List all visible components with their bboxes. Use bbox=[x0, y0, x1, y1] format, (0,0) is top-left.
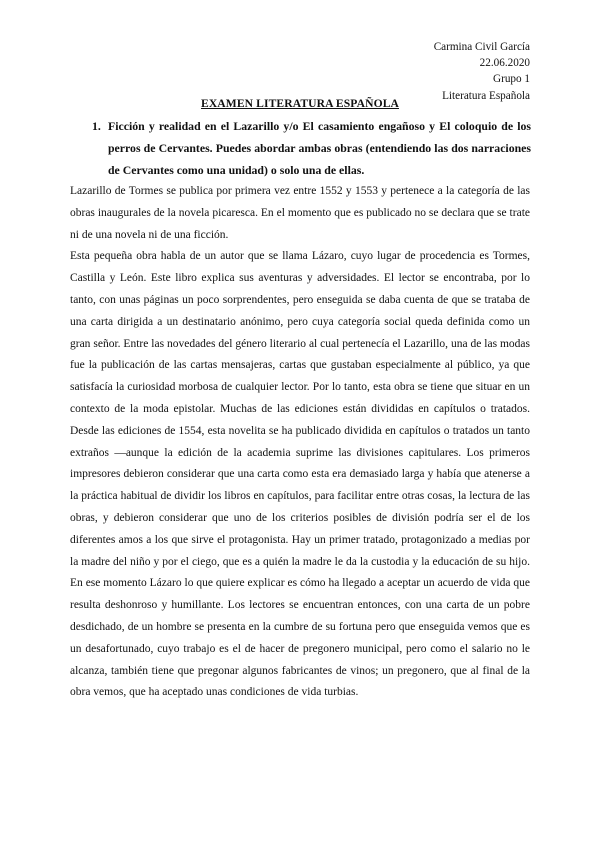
date: 22.06.2020 bbox=[479, 57, 530, 70]
paragraph-2: Esta pequeña obra habla de un autor que se llama Lázaro, cuyo lugar de procedencia es Tormes, Castilla y León. Este libro explica sus aventuras y adversidades. El lector se encontraba, por lo tanto, con unas páginas un poco sorprendentes, pero enseguida se daba cuenta de que se trataba de una carta dirigida a un destinatario anónimo, pero cuya categoría social queda definida como un gran señor. Entre las novedades del género literario al cual pertenecía el Lazarillo, una de las modas fue la publicación de las cartas mensajeras, cartas que gustaban especialmente al público, ya que satisfacía la curiosidad morbosa de cualquier lector. Por lo tanto, esta obra se tiene que situar en un contexto de la moda epistolar. Muchas de las ediciones están divididas en capítulos o tratados. Desde las ediciones de 1554, esta novelita se ha publicado dividida en capítulos o tratados un tanto extraños —aunque la edición de la academia suprime las divisiones capitulares. Los primeros impresores debieron considerar que una carta como esta era demasiado larga y había que atenerse a la práctica habitual de dividir los libros en capítulos, para facilitar entre otras cosas, la lectura de las obras, y debieron considerar que uno de los criterios posibles de división podría ser el de los diferentes amos a los que sirve el protagonista. Hay un primer tratado, protagonizado a medias por la madre del niño y por el ciego, que es a quién la madre le da la custodia y la educación de su hijo. En ese momento Lázaro lo que quiere explicar es cómo ha llegado a aceptar un acuerdo de vida que resulta deshonroso y humillante. Los lectores se encuentran entonces, con una carta de un pobre desdichado, de un hombre se presenta en la cumbre de su fortuna pero que enseguida vemos que es un desafortunado, cuyo trabajo es el de hacer de pregonero municipal, pero como el salario no le alcanza, también tiene que pregonar algunos fabricantes de vinos; un pregonero, que al final de la obra vemos, que ha aceptado unas condiciones de vida turbias. bbox=[70, 250, 530, 699]
answer-body bbox=[70, 181, 530, 704]
exam-title: EXAMEN LITERATURA ESPAÑOLA bbox=[201, 97, 399, 110]
question-text: Ficción y realidad en el Lazarillo y/o El casamiento engañoso y El coloquio de los perros de Cervantes. Puedes abordar ambas obras (entendiendo las dos narraciones de Cervantes como una unidad) o solo una de ellas. bbox=[108, 119, 531, 177]
subject: Literatura Española bbox=[442, 89, 530, 102]
author-name: Carmina Civil García bbox=[433, 41, 530, 53]
paragraph-1: Lazarillo de Tormes se publica por primera vez entre 1552 y 1553 y pertenece a la categoría de las obras inaugurales de la novela picaresca. En el momento que es publicado no se declara que se trate ni de una novela ni de una ficción. bbox=[70, 185, 530, 241]
header-block bbox=[434, 39, 530, 104]
question-number: 1. bbox=[92, 119, 101, 133]
group: Grupo 1 bbox=[493, 73, 530, 86]
question-block bbox=[92, 115, 531, 181]
